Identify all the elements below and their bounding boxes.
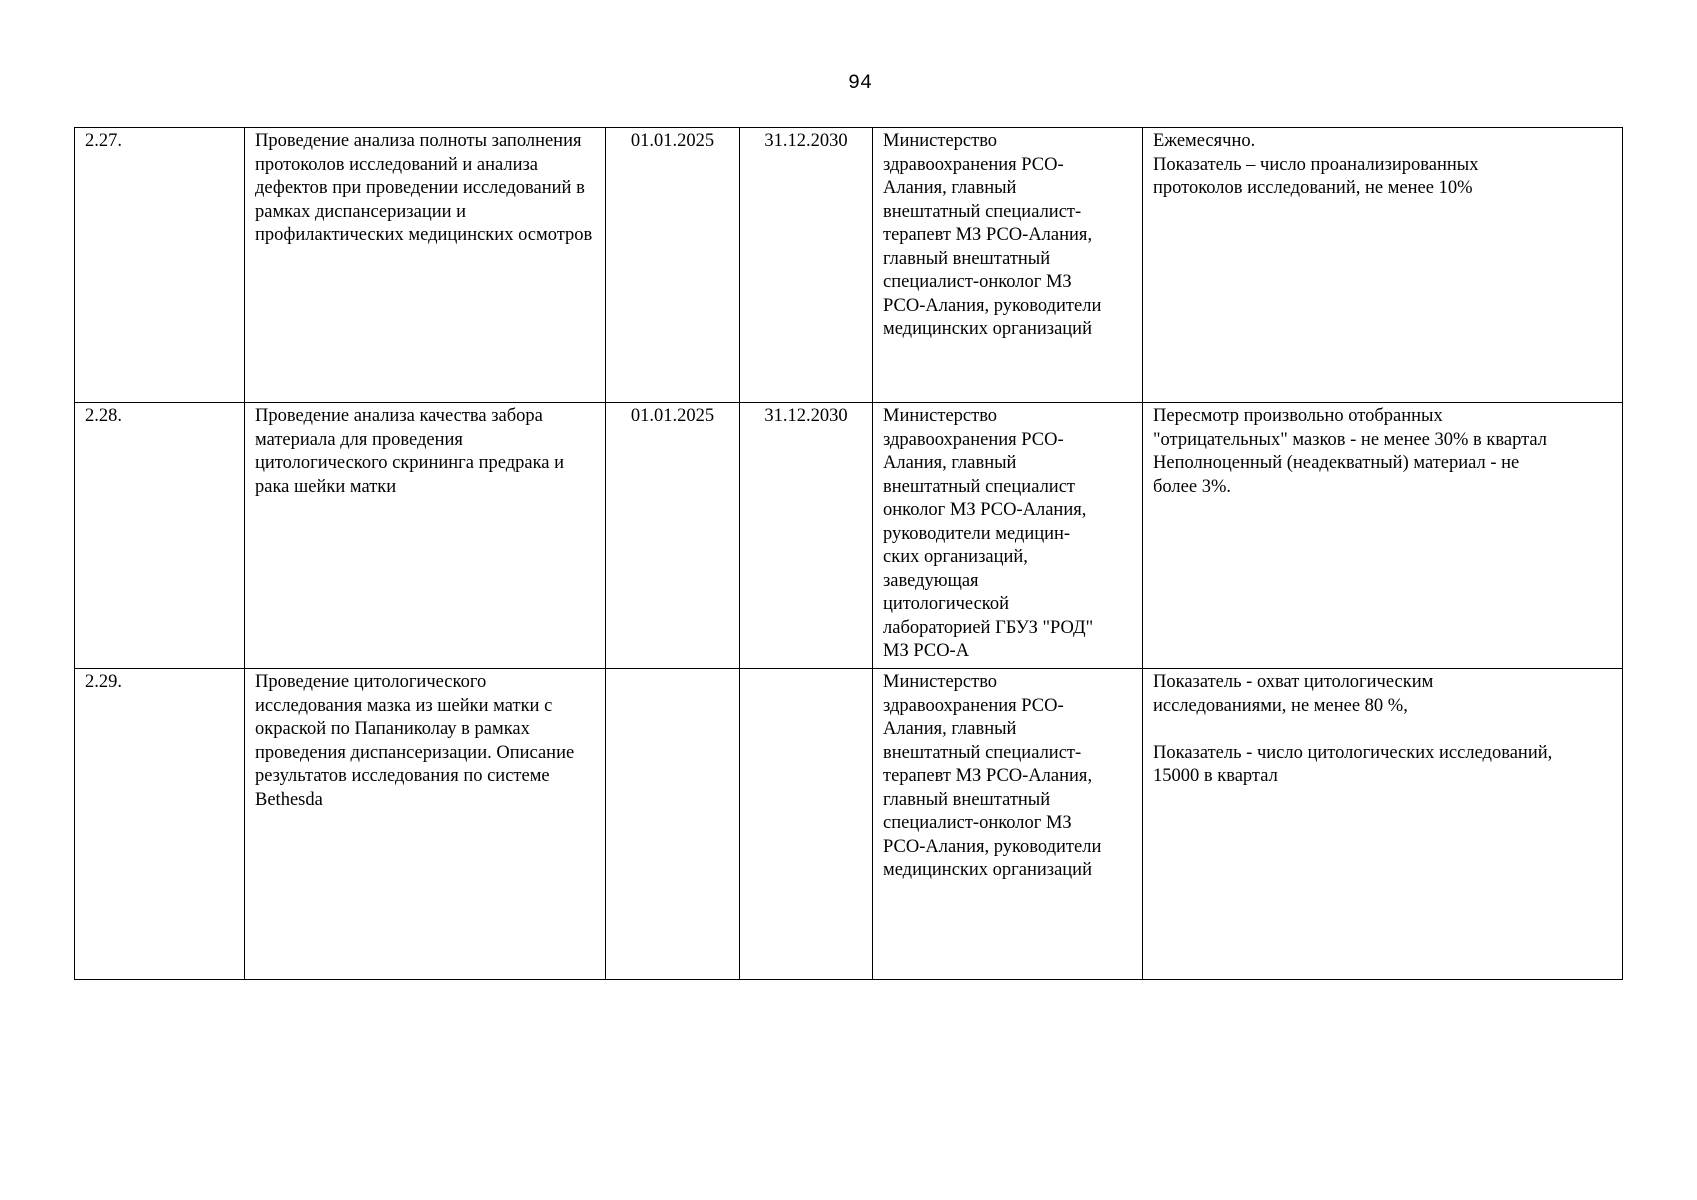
indicator-line: Неполноценный (неадекватный) материал - не: [1153, 453, 1520, 473]
end-date: 31.12.2030: [740, 403, 873, 669]
activity-cell: [245, 128, 606, 403]
indicator-cell: [1143, 403, 1623, 669]
responsible-text: Министерство здравоохранения РСО- Алания, главный внештатный специалист- терапевт МЗ РСО-Алания, главный внештатный специалист-онколог МЗ РСО-Алания, руководители медицинских организаций: [883, 131, 1102, 339]
responsible-cell: [873, 128, 1143, 403]
activity-text: Проведение анализа полноты заполнения протоколов исследований и анализа дефектов при проведении исследований в рамках диспансеризации и профилактических медицинских осмотров: [255, 131, 593, 245]
start-date: [606, 669, 740, 980]
indicator-line: Показатель - охват цитологическим: [1153, 672, 1434, 692]
indicator-line: 15000 в квартал: [1153, 766, 1278, 786]
indicator-line: Показатель – число проанализированных: [1153, 154, 1479, 175]
indicator-line: исследованиями, не менее 80 %,: [1153, 695, 1408, 716]
plan-table: [74, 127, 1623, 980]
activity-text: Проведение анализа качества забора материала для проведения цитологического скрининга предрака и рака шейки матки: [255, 406, 565, 497]
table-row: [75, 403, 1623, 669]
row-number: 2.27.: [75, 128, 245, 403]
indicator-line: более 3%.: [1153, 476, 1231, 497]
indicator-line: Показатель - число цитологических исследований,: [1153, 742, 1553, 763]
responsible-text: Министерство здравоохранения РСО- Алания, главный внештатный специалист- терапевт МЗ РСО-Алания, главный внештатный специалист-онколог МЗ РСО-Алания, руководители медицинских организаций: [883, 672, 1102, 880]
row-number: 2.28.: [75, 403, 245, 669]
table-row: [75, 128, 1623, 403]
end-date: [740, 669, 873, 980]
start-date: 01.01.2025: [606, 128, 740, 403]
activity-cell: [245, 669, 606, 980]
indicator-line: протоколов исследований, не менее 10%: [1153, 178, 1473, 198]
indicator-line: Пересмотр произвольно отобранных: [1153, 406, 1443, 426]
responsible-cell: [873, 669, 1143, 980]
start-date: 01.01.2025: [606, 403, 740, 669]
indicator-line: [1153, 718, 1612, 742]
indicator-cell: [1143, 669, 1623, 980]
indicator-cell: [1143, 128, 1623, 403]
indicator-line: Ежемесячно.: [1153, 131, 1256, 151]
indicator-line: "отрицательных" мазков - не менее 30% в квартал: [1153, 429, 1548, 450]
activity-cell: [245, 403, 606, 669]
activity-text: Проведение цитологического исследования мазка из шейки матки с окраской по Папаниколау в рамках проведения диспансеризации. Описание результатов исследования по системе Bethesda: [255, 672, 575, 810]
end-date: 31.12.2030: [740, 128, 873, 403]
responsible-text: Министерство здравоохранения РСО- Алания, главный внештатный специалист онколог МЗ РСО-Алания, руководители медицин- ских организаций, заведующая цитологической лабораторией ГБУЗ "РОД" МЗ РСО-А: [883, 406, 1094, 661]
row-number: 2.29.: [75, 669, 245, 980]
table-row: [75, 669, 1623, 980]
responsible-cell: [873, 403, 1143, 669]
page-number: 94: [847, 72, 872, 95]
